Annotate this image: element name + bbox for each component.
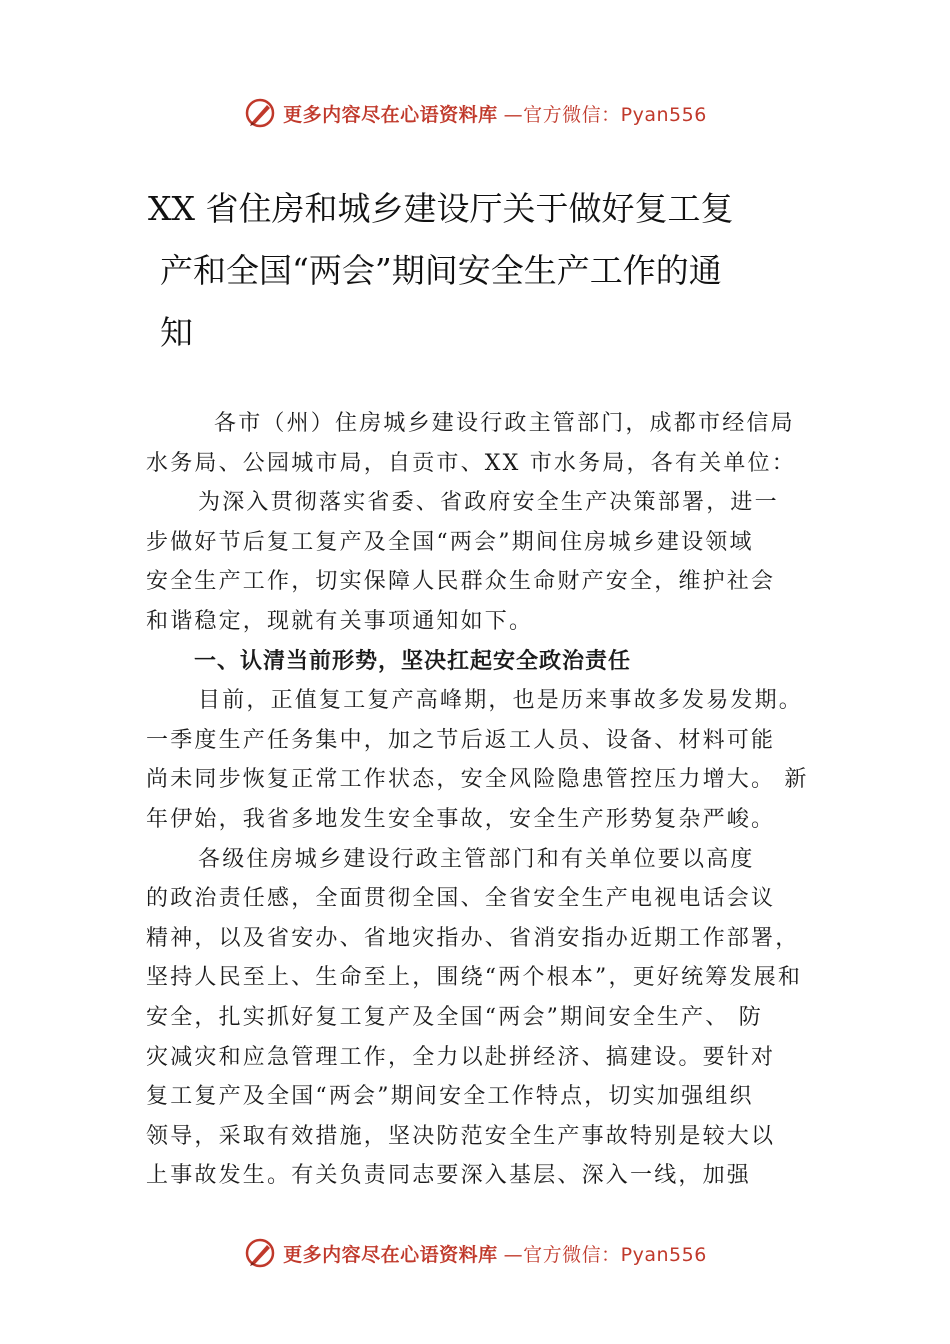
body-line: 复工复产及全国“两会”期间安全工作特点，切实加强组织	[146, 1084, 754, 1110]
watermark-main-text: 更多内容尽在心语资料库	[283, 1243, 498, 1266]
body-line: 安全生产工作，切实保障人民群众生命财产安全，维护社会	[146, 569, 776, 595]
body-line: 为深入贯彻落实省委、省政府安全生产决策部署，进一	[198, 490, 779, 516]
watermark-bottom	[0, 1236, 950, 1270]
body-line: 尚未同步恢复正常工作状态，安全风险隐患管控压力增大。 新	[146, 767, 809, 793]
section-heading: 一、认清当前形势，坚决扛起安全政治责任	[194, 648, 632, 674]
title-line-3: 知	[160, 313, 193, 352]
title-line-2: 产和全国“两会”期间安全生产工作的通	[160, 251, 722, 290]
body-line: 的政治责任感，全面贯彻全国、全省安全生产电视电话会议	[146, 886, 776, 912]
document-body	[146, 404, 814, 1196]
body-line: 目前，正值复工复产高峰期，也是历来事故多发易发期。	[198, 688, 804, 714]
watermark-sub-text: —官方微信：Pyan556	[503, 1243, 707, 1266]
body-line: 各市（州）住房城乡建设行政主管部门，成都市经信局	[214, 411, 795, 436]
body-line: 年伊始，我省多地发生安全事故，安全生产形势复杂严峻。	[146, 806, 776, 832]
body-line: 坚持人民至上、生命至上，围绕“两个根本”，更好统筹发展和	[146, 965, 803, 991]
body-line: 和谐稳定，现就有关事项通知如下。	[146, 608, 534, 634]
body-line: 上事故发生。有关负责同志要深入基层、深入一线，加强	[146, 1163, 752, 1189]
title-line-1: XX 省住房和城乡建设厅关于做好复工复	[148, 189, 734, 228]
watermark-main-text: 更多内容尽在心语资料库	[283, 103, 498, 126]
document-title	[148, 178, 798, 364]
body-line: 各级住房城乡建设行政主管部门和有关单位要以高度	[198, 846, 755, 872]
body-line: 一季度生产任务集中，加之节后返工人员、设备、材料可能	[146, 727, 776, 753]
body-line: 灾减灾和应急管理工作，全力以赴拼经济、搞建设。要针对	[146, 1044, 776, 1070]
body-line: 安全，扎实抓好复工复产及全国“两会”期间安全生产、 防	[146, 1004, 763, 1030]
body-line: 水务局、公园城市局，自贡市、XX 市水务局，各有关单位：	[146, 450, 796, 476]
body-line: 领导，采取有效措施，坚决防范安全生产事故特别是较大以	[146, 1123, 776, 1149]
pen-logo-icon	[243, 1236, 277, 1270]
watermark-top	[0, 96, 950, 130]
watermark-sub-text: —官方微信：Pyan556	[503, 103, 707, 126]
pen-logo-icon	[243, 96, 277, 130]
body-line: 精神，以及省安办、省地灾指办、省消安指办近期工作部署，	[146, 925, 800, 951]
body-line: 步做好节后复工复产及全国“两会”期间住房城乡建设领域	[146, 529, 754, 555]
